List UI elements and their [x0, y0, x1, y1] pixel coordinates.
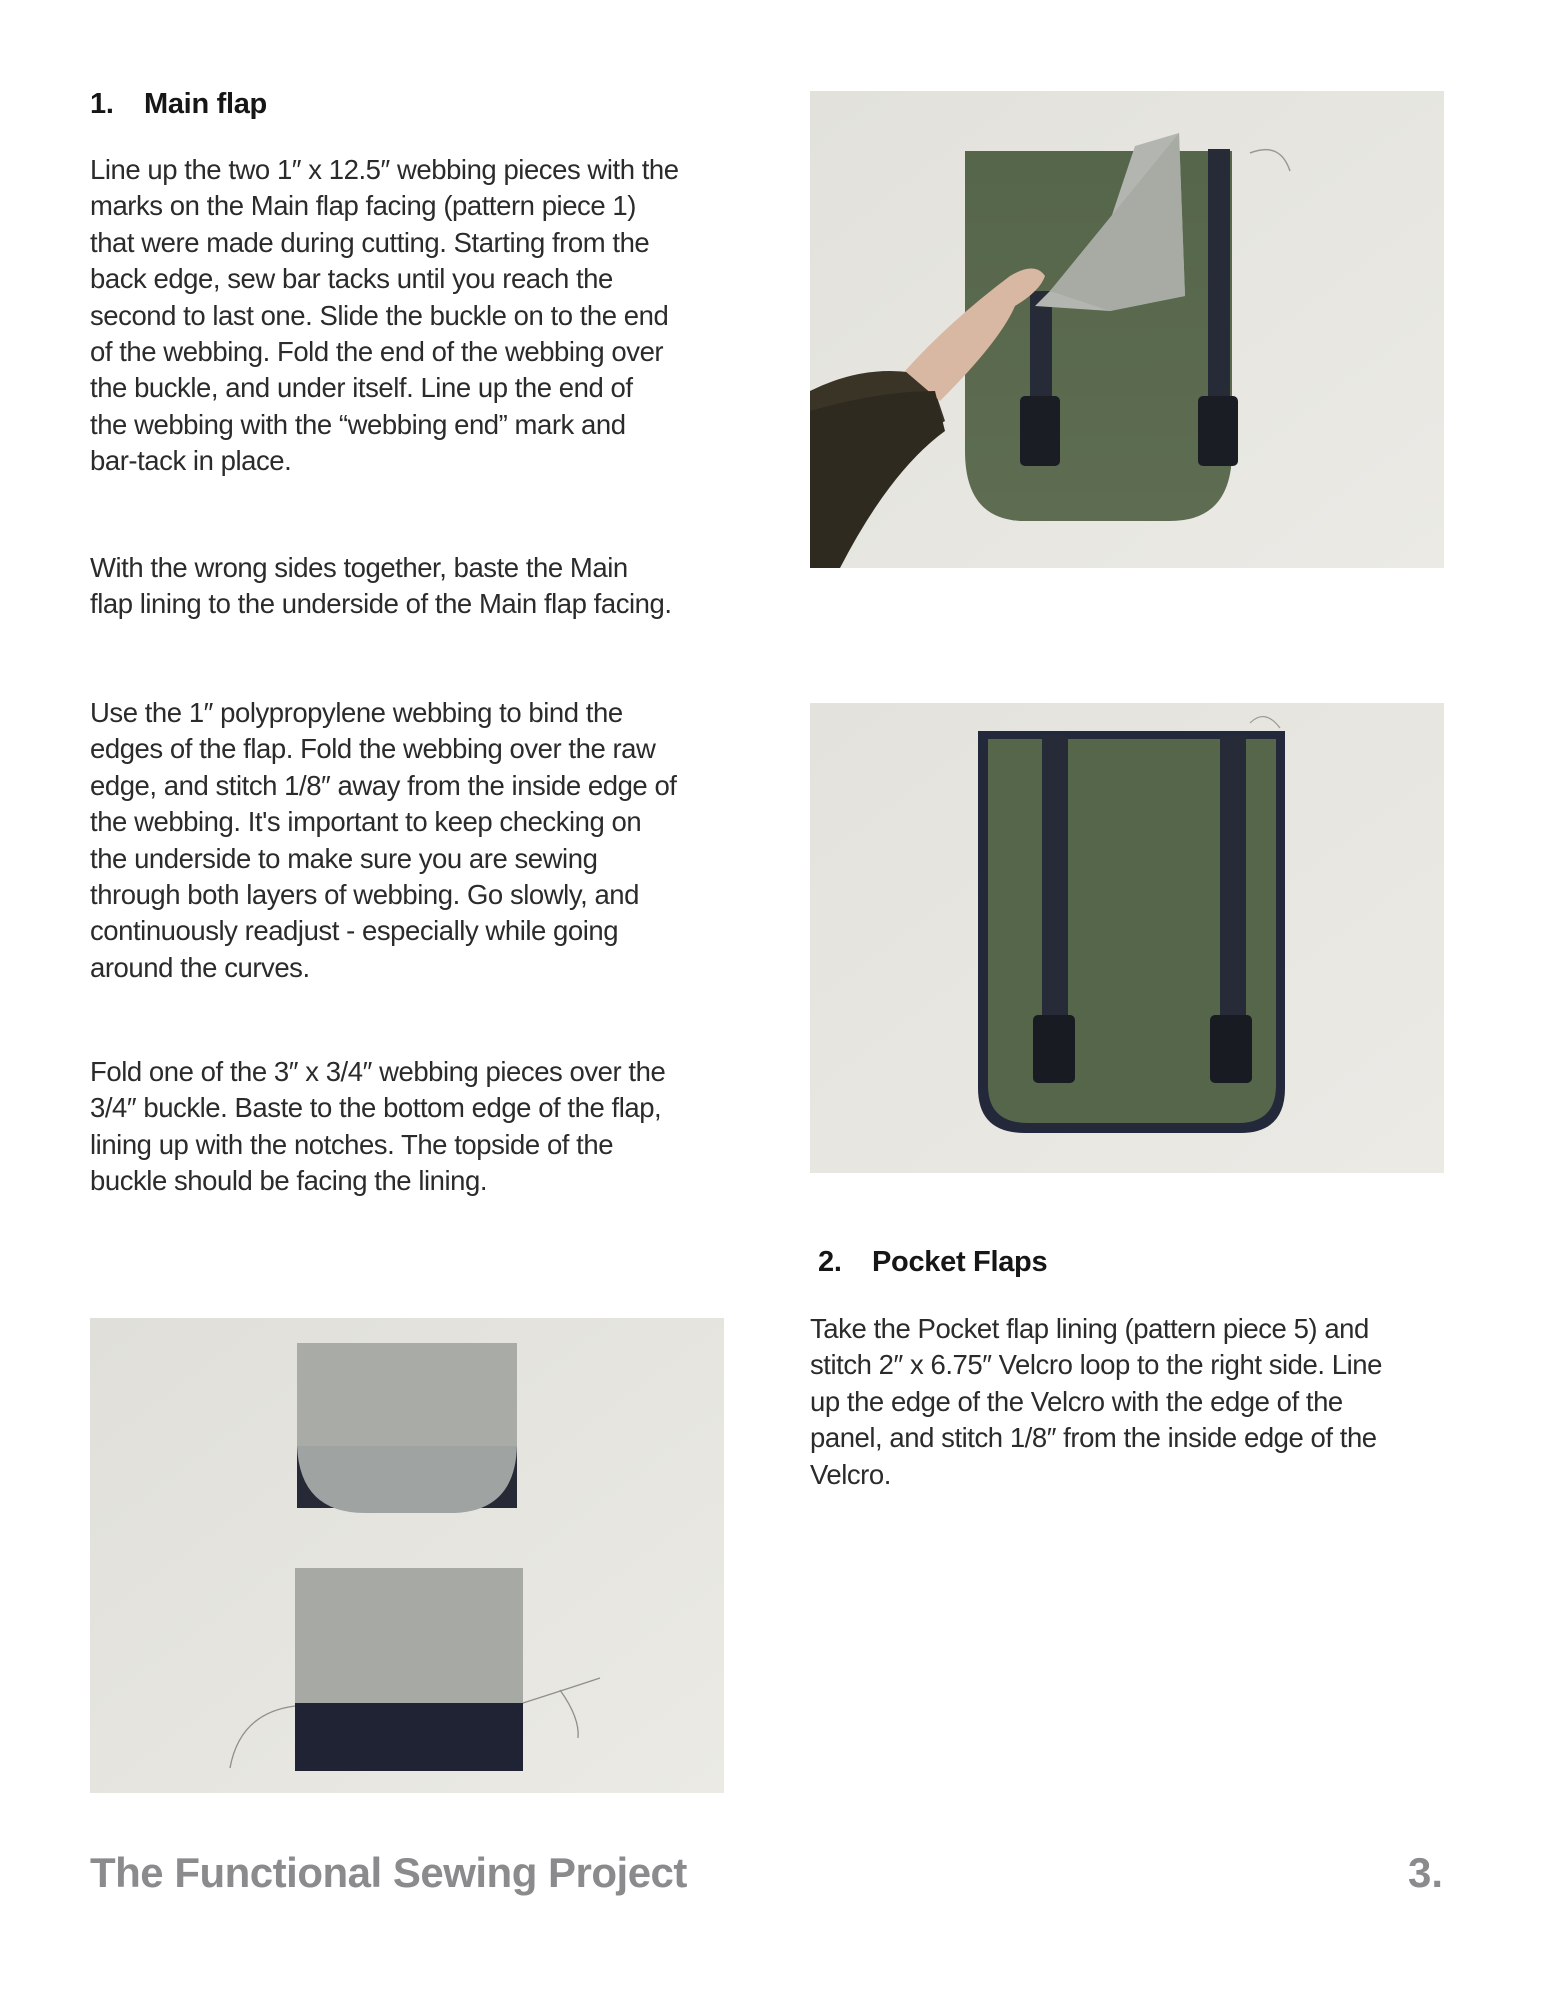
section-number: 2. [818, 1246, 842, 1278]
text-line: of the webbing. Fold the end of the webbing over [90, 336, 664, 368]
text-line: Use the 1″ polypropylene webbing to bind the [90, 697, 623, 728]
text-line: Fold one of the 3″ x 3/4″ webbing pieces over the [90, 1056, 666, 1087]
text-line: second to last one. Slide the buckle on to the end [90, 299, 669, 331]
pocket-flaps-photo-illustration [90, 1318, 724, 1793]
text-line: the underside to make sure you are sewing [90, 842, 598, 874]
text-line: bar-tack in place. [90, 445, 292, 477]
text-line: the webbing. It's important to keep checking on [90, 806, 642, 838]
instruction-paragraph [90, 152, 750, 480]
text-line: flap lining to the underside of the Main flap facing. [90, 588, 672, 620]
text-line: around the curves. [90, 951, 310, 983]
text-line: through both layers of webbing. Go slowly, and [90, 879, 639, 911]
section-heading-main-flap [90, 88, 267, 121]
text-line: back edge, sew bar tacks until you reach the [90, 263, 613, 295]
text-line: that were made during cutting. Starting from the [90, 226, 650, 258]
text-line: up the edge of the Velcro with the edge of the [810, 1385, 1343, 1417]
text-line: stitch 2″ x 6.75″ Velcro loop to the right side. Line [810, 1349, 1382, 1381]
text-line: edge, and stitch 1/8″ away from the inside edge of [90, 769, 677, 801]
instruction-paragraph [90, 695, 770, 986]
page-number: 3. [1408, 1849, 1444, 1896]
text-line: Velcro. [810, 1458, 891, 1490]
section-title: Pocket Flaps [872, 1246, 1048, 1278]
instruction-paragraph [90, 550, 770, 623]
text-line: the buckle, and under itself. Line up the end of [90, 372, 633, 404]
text-line: With the wrong sides together, baste the Main [90, 552, 628, 583]
text-line: buckle should be facing the lining. [90, 1165, 488, 1197]
section-number: 1. [90, 88, 114, 120]
main-flap-photo-illustration [810, 91, 1444, 568]
photo-main-flap-bound [810, 703, 1444, 1173]
instruction-paragraph [810, 1311, 1490, 1493]
text-line: edges of the flap. Fold the webbing over the raw [90, 733, 656, 765]
text-line: Take the Pocket flap lining (pattern piece 5) and [810, 1313, 1369, 1344]
footer-title: The Functional Sewing Project [90, 1849, 687, 1896]
section-heading-pocket-flaps [818, 1246, 1047, 1279]
text-line: marks on the Main flap facing (pattern piece 1) [90, 190, 636, 222]
text-line: the webbing with the “webbing end” mark and [90, 408, 626, 440]
photo-main-flap-lining [810, 91, 1444, 568]
text-line: continuously readjust - especially while going [90, 915, 619, 947]
section-title: Main flap [144, 88, 267, 120]
bound-flap-photo-illustration [810, 703, 1444, 1173]
text-line: 3/4″ buckle. Baste to the bottom edge of the flap, [90, 1092, 662, 1124]
text-line: panel, and stitch 1/8″ from the inside edge of the [810, 1422, 1377, 1454]
instruction-paragraph [90, 1054, 770, 1200]
text-line: lining up with the notches. The topside of the [90, 1128, 614, 1160]
photo-pocket-flaps [90, 1318, 724, 1793]
text-line: Line up the two 1″ x 12.5″ webbing pieces with the [90, 154, 679, 185]
